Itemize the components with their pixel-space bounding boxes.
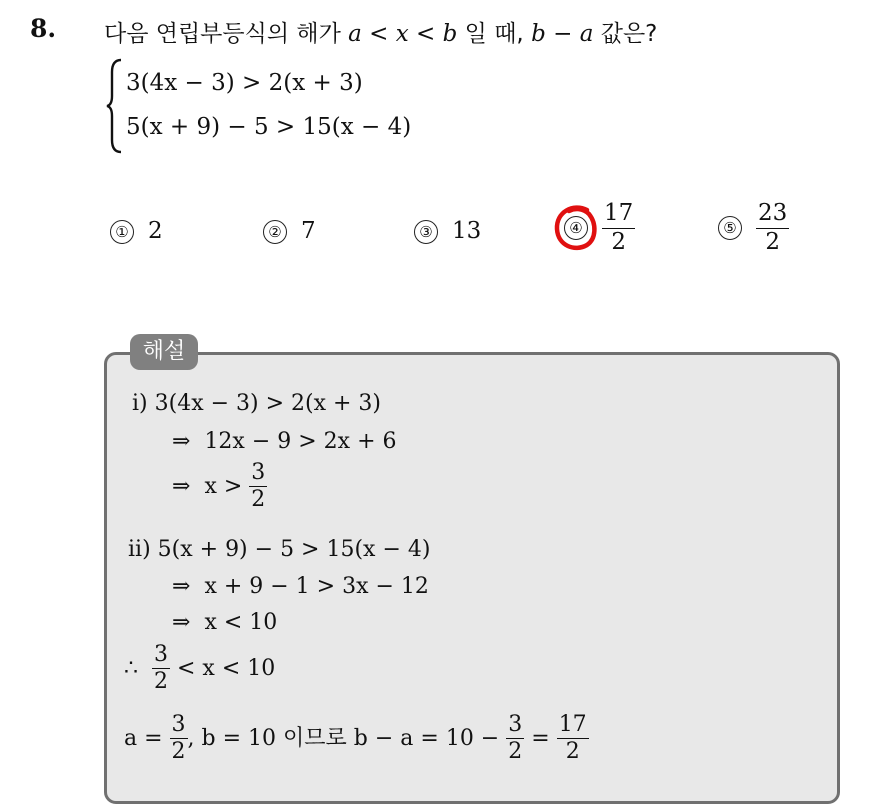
step1-line3 — [172, 460, 267, 514]
final-diff: b − a = 10 − — [353, 725, 500, 751]
fraction-numerator: 3 — [152, 642, 170, 669]
choice-3-value: 13 — [452, 218, 482, 244]
conclusion-line — [124, 642, 275, 696]
question-number: 8. — [30, 14, 57, 43]
choice-4-fraction — [602, 200, 635, 256]
cond-lt-2: < — [408, 21, 443, 47]
final-a-eq: a = — [124, 725, 163, 751]
cond-b: b — [442, 21, 458, 47]
final-answer-fraction — [557, 712, 589, 766]
cond-x: x — [395, 21, 409, 47]
arrow-icon: ⇒ — [172, 429, 191, 454]
final-b-part: , b = 10 — [187, 725, 277, 751]
choice-2-symbol: ② — [263, 220, 287, 244]
ask-a: a — [579, 21, 594, 47]
fraction-numerator: 17 — [557, 712, 589, 739]
choice-5-numerator: 23 — [756, 200, 789, 229]
choice-1-value: 2 — [148, 218, 163, 244]
step1-label: ⅰ) — [132, 391, 148, 416]
step1-line2-expr: 12x − 9 > 2x + 6 — [204, 429, 397, 454]
final-a-fraction — [170, 712, 188, 766]
step2-line3-expr: x < 10 — [204, 610, 278, 635]
arrow-icon: ⇒ — [172, 574, 191, 599]
therefore-icon: ∴ — [124, 655, 138, 681]
step1-expr: 3(4x − 3) > 2(x + 3) — [154, 391, 382, 416]
choice-5-symbol: ⑤ — [718, 216, 742, 240]
choice-4-symbol: ④ — [564, 216, 588, 240]
cond-lt-1: < — [361, 21, 396, 47]
cond-a: a — [348, 21, 362, 47]
system-line-1: 3(4x − 3) > 2(x + 3) — [126, 70, 363, 96]
step1-line3-prefix: x > — [204, 473, 243, 499]
step1-line2 — [172, 429, 397, 454]
step2-line1 — [128, 537, 430, 562]
choice-3[interactable] — [414, 218, 481, 244]
choice-5[interactable] — [718, 200, 789, 256]
arrow-icon: ⇒ — [172, 610, 191, 635]
question-mid: 일 때, — [457, 21, 532, 47]
fraction-denominator: 2 — [154, 669, 168, 695]
fraction-denominator: 2 — [565, 739, 580, 765]
final-line — [124, 712, 589, 766]
arrow-icon: ⇒ — [172, 473, 191, 499]
fraction-numerator: 3 — [249, 460, 267, 487]
ask-b: b — [531, 21, 546, 47]
step2-expr: 5(x + 9) − 5 > 15(x − 4) — [157, 537, 431, 562]
answer-mark-circle — [553, 204, 599, 254]
choice-2-value: 7 — [301, 218, 316, 244]
fraction-numerator: 3 — [506, 712, 524, 739]
conclusion-rest: < x < 10 — [177, 655, 276, 681]
fraction-denominator: 2 — [508, 739, 523, 765]
fraction-numerator: 3 — [170, 712, 188, 739]
fraction-denominator: 2 — [171, 739, 186, 765]
step2-line3 — [172, 610, 277, 635]
choice-5-denominator: 2 — [765, 228, 780, 255]
system-brace — [106, 58, 124, 154]
final-korean: 이므로 — [276, 725, 354, 751]
final-diff-fraction — [506, 712, 524, 766]
choice-1[interactable] — [110, 218, 163, 244]
ask-minus: − — [545, 21, 580, 47]
choice-2[interactable] — [263, 218, 316, 244]
step2-line2 — [172, 574, 429, 599]
question-prefix: 다음 연립부등식의 해가 — [104, 21, 341, 47]
final-eq: = — [531, 725, 550, 751]
fraction-denominator: 2 — [251, 487, 266, 513]
question-text — [104, 15, 657, 48]
question-suffix: 값은? — [593, 21, 658, 47]
choice-4-numerator: 17 — [602, 200, 635, 229]
solution-tag: 해설 — [130, 334, 198, 370]
step1-fraction — [249, 460, 267, 514]
choice-5-fraction — [756, 200, 789, 256]
step2-line2-expr: x + 9 − 1 > 3x − 12 — [204, 574, 429, 599]
choice-3-symbol: ③ — [414, 220, 438, 244]
step2-label: ⅱ) — [128, 537, 151, 562]
choice-1-symbol: ① — [110, 220, 134, 244]
step1-line1 — [132, 391, 381, 416]
system-line-2: 5(x + 9) − 5 > 15(x − 4) — [126, 114, 412, 140]
choice-4-denominator: 2 — [611, 228, 626, 255]
conclusion-fraction — [152, 642, 170, 696]
